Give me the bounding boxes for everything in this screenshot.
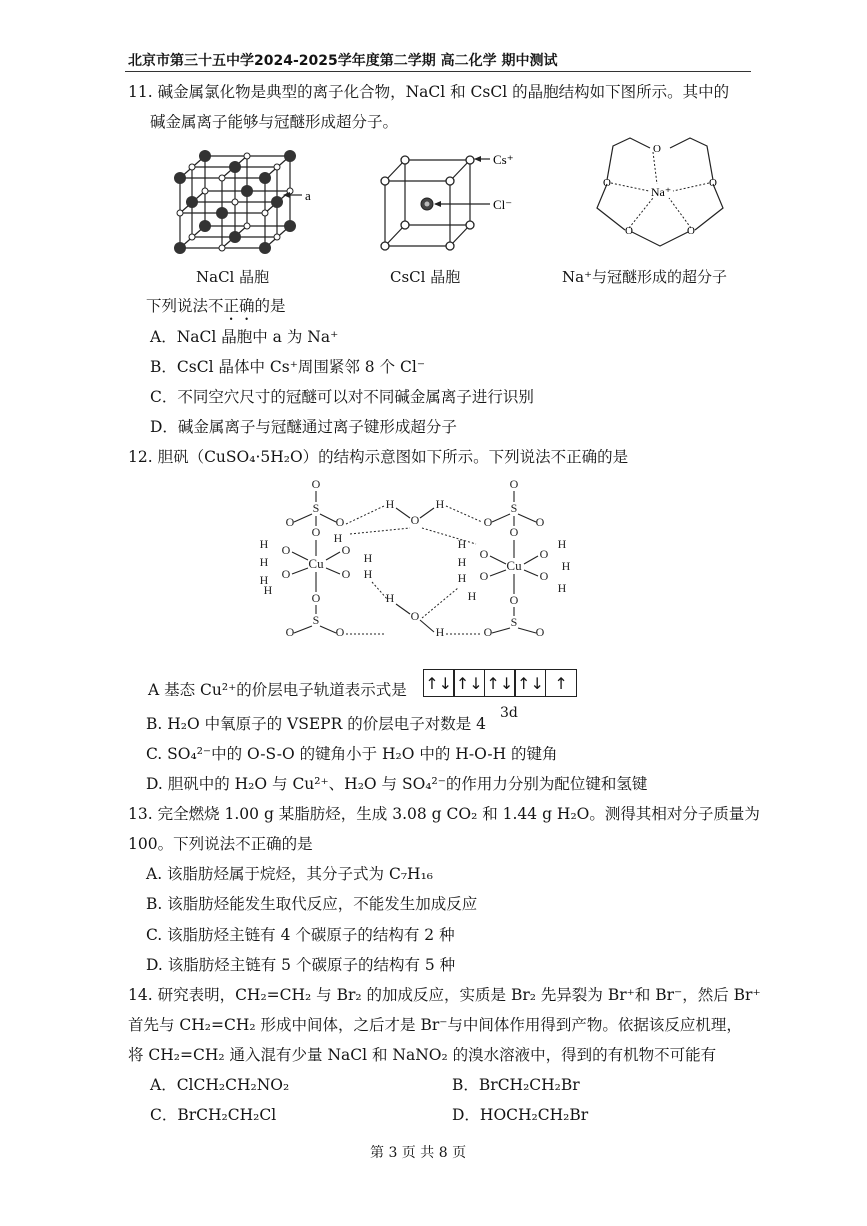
svg-text:S: S (312, 501, 320, 515)
svg-text:O: O (479, 569, 489, 583)
crown-na-label: Na⁺ (650, 185, 672, 199)
svg-text:O: O (483, 625, 493, 639)
nacl-label-a: a (305, 188, 311, 203)
orbital-box-1: ↑↓ (423, 669, 455, 697)
svg-text:O: O (535, 625, 545, 639)
q14-option-a: A．ClCH₂CH₂NO₂ (150, 1076, 290, 1094)
svg-text:H: H (263, 583, 273, 597)
q14-option-b: B．BrCH₂CH₂Br (452, 1076, 580, 1094)
page-footer: 第 3 页 共 8 页 (370, 1145, 467, 1161)
crown-o-5: O (687, 225, 695, 237)
q13-stem-line1: 13. 完全燃烧 1.00 g 某脂肪烃，生成 3.08 g CO₂ 和 1.44 g H₂O。测得其相对分子质量为 (128, 805, 760, 823)
crown-o-4: O (625, 225, 633, 237)
svg-text:H: H (457, 537, 467, 551)
q13-stem-line2: 100。下列说法不正确的是 (128, 835, 313, 853)
q11-ask: 下列说法不正确的是 (146, 297, 286, 315)
svg-text:O: O (341, 567, 351, 581)
cscl-label-cl: Cl⁻ (493, 197, 513, 212)
q11-option-a: A．NaCl 晶胞中 a 为 Na⁺ (150, 328, 339, 346)
svg-text:S: S (510, 615, 518, 629)
svg-text:O: O (509, 525, 519, 539)
q11-stem-line1: 11. 碱金属氯化物是典型的离子化合物，NaCl 和 CsCl 的晶胞结构如下图所示。其中的 (128, 83, 730, 101)
q14-stem-line1: 14. 研究表明，CH₂=CH₂ 与 Br₂ 的加成反应，实质是 Br₂ 先异裂为 Br⁺和 Br⁻，然后 Br⁺ (128, 986, 761, 1004)
svg-text:O: O (509, 593, 519, 607)
svg-text:O: O (311, 591, 321, 605)
svg-text:O: O (539, 569, 549, 583)
cscl-unit-cell-diagram (375, 146, 535, 258)
header-rule (125, 71, 751, 72)
svg-text:O: O (311, 478, 321, 491)
svg-text:O: O (285, 625, 295, 639)
svg-text:O: O (539, 547, 549, 561)
svg-text:H: H (557, 581, 567, 595)
cscl-caption: CsCl 晶胞 (390, 268, 461, 286)
q11-option-b: B．CsCl 晶体中 Cs⁺周围紧邻 8 个 Cl⁻ (150, 358, 426, 376)
crown-o-1: O (653, 143, 661, 155)
svg-text:H: H (435, 625, 445, 639)
svg-text:O: O (311, 525, 321, 539)
svg-text:H: H (467, 589, 477, 603)
svg-text:H: H (561, 559, 571, 573)
svg-text:H: H (385, 497, 395, 511)
nacl-unit-cell-diagram (170, 148, 330, 258)
q11-stem-line2: 碱金属离子能够与冠醚形成超分子。 (150, 113, 399, 131)
svg-text:O: O (335, 515, 345, 529)
svg-text:Cu: Cu (506, 558, 522, 573)
q11-option-d: D．碱金属离子与冠醚通过离子键形成超分子 (150, 418, 457, 436)
crown-o-2: O (603, 177, 611, 189)
svg-text:S: S (312, 613, 320, 627)
svg-text:H: H (385, 591, 395, 605)
q14-stem-line2: 首先与 CH₂=CH₂ 形成中间体，之后才是 Br⁻与中间体作用得到产物。依据该反应机理， (128, 1016, 742, 1034)
svg-text:H: H (363, 551, 373, 565)
svg-text:Cu: Cu (308, 556, 324, 571)
svg-text:H: H (457, 555, 467, 569)
crown-o-3: O (709, 177, 717, 189)
q14-option-d: D．HOCH₂CH₂Br (452, 1106, 589, 1124)
svg-text:H: H (259, 537, 269, 551)
nacl-caption: NaCl 晶胞 (196, 268, 270, 286)
crown-ether-diagram (585, 128, 735, 260)
q12-option-c: C. SO₄²⁻中的 O-S-O 的键角小于 H₂O 中的 H-O-H 的键角 (146, 745, 558, 763)
svg-text:O: O (509, 478, 519, 491)
svg-text:O: O (479, 547, 489, 561)
svg-text:O: O (285, 515, 295, 529)
svg-text:O: O (410, 513, 420, 527)
crown-caption: Na⁺与冠醚形成的超分子 (562, 268, 727, 286)
q14-stem-line3: 将 CH₂=CH₂ 通入混有少量 NaCl 和 NaNO₂ 的溴水溶液中，得到的有机物不可能有 (128, 1046, 717, 1064)
q13-option-a: A. 该脂肪烃属于烷烃，其分子式为 C₇H₁₆ (146, 865, 433, 883)
svg-text:H: H (435, 497, 445, 511)
orbital-box-4: ↑↓ (514, 669, 546, 697)
svg-text:O: O (281, 567, 291, 581)
svg-text:H: H (457, 571, 467, 585)
svg-text:O: O (335, 625, 345, 639)
orbital-box-3: ↑↓ (484, 669, 516, 697)
svg-text:O: O (483, 515, 493, 529)
svg-text:H: H (333, 531, 343, 545)
orbital-diagram-3d (424, 669, 577, 697)
q12-stem: 12. 胆矾（CuSO₄·5H₂O）的结构示意图如下所示。下列说法不正确的是 (128, 448, 629, 466)
orbital-box-5: ↑ (545, 669, 577, 697)
svg-text:O: O (535, 515, 545, 529)
q13-option-c: C. 该脂肪烃主链有 4 个碳原子的结构有 2 种 (146, 926, 455, 944)
svg-text:H: H (557, 537, 567, 551)
svg-text:H: H (259, 573, 269, 587)
q14-option-c: C．BrCH₂CH₂Cl (150, 1106, 277, 1124)
page-header: 北京市第三十五中学2024-2025学年度第二学期 高二化学 期中测试 (128, 53, 558, 69)
svg-text:O: O (281, 543, 291, 557)
q13-option-b: B. 该脂肪烃能发生取代反应，不能发生加成反应 (146, 895, 478, 913)
orbital-label-3d: 3d (500, 705, 518, 721)
q12-option-d: D. 胆矾中的 H₂O 与 Cu²⁺、H₂O 与 SO₄²⁻的作用力分别为配位键和氢键 (146, 775, 648, 793)
q12-option-a: A 基态 Cu²⁺的价层电子轨道表示式是 (148, 681, 407, 699)
svg-text:H: H (259, 555, 269, 569)
cscl-label-cs: Cs⁺ (493, 152, 514, 167)
q12-option-b: B. H₂O 中氧原子的 VSEPR 的价层电子对数是 4 (146, 715, 486, 733)
svg-text:H: H (363, 567, 373, 581)
copper-sulfate-pentahydrate-structure-diagram (250, 478, 580, 650)
svg-text:O: O (410, 609, 420, 623)
svg-text:S: S (510, 501, 518, 515)
orbital-box-2: ↑↓ (453, 669, 485, 697)
svg-text:O: O (341, 543, 351, 557)
q11-option-c: C．不同空穴尺寸的冠醚可以对不同碱金属离子进行识别 (150, 388, 534, 406)
q13-option-d: D. 该脂肪烃主链有 5 个碳原子的结构有 5 种 (146, 956, 456, 974)
